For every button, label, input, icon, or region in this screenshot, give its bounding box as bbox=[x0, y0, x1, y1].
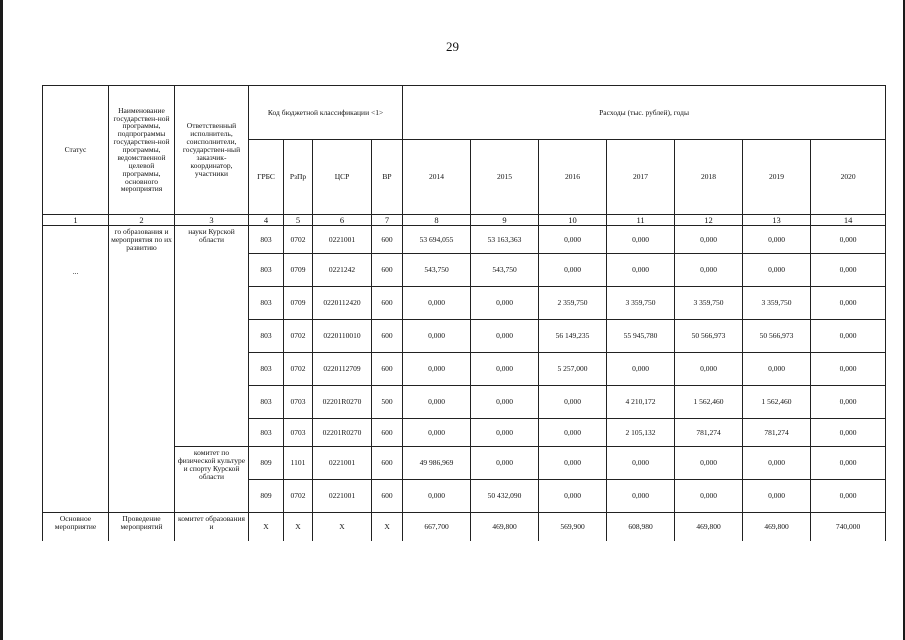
cell-2015: 0,000 bbox=[471, 447, 539, 480]
cell-vr: 600 bbox=[372, 353, 403, 386]
cell-vr: 600 bbox=[372, 287, 403, 320]
header-year-2018: 2018 bbox=[675, 140, 743, 215]
column-number: 8 bbox=[403, 215, 471, 226]
header-csr: ЦСР bbox=[313, 140, 372, 215]
cell-rzpr: X bbox=[284, 513, 313, 541]
cell-2020: 0,000 bbox=[811, 419, 886, 447]
column-number: 13 bbox=[743, 215, 811, 226]
cell-2018: 0,000 bbox=[675, 254, 743, 287]
header-year-2016: 2016 bbox=[539, 140, 607, 215]
header-name: Наименование государствен-ной программы, подпрограммы государствен-ной программы, ведомственной целевой программы, основного мероприятия bbox=[109, 86, 175, 215]
header-year-2019: 2019 bbox=[743, 140, 811, 215]
status-cell bbox=[43, 226, 109, 513]
cell-2020: 0,000 bbox=[811, 447, 886, 480]
column-number: 9 bbox=[471, 215, 539, 226]
cell-2017: 0,000 bbox=[607, 226, 675, 254]
cell-grbs: 803 bbox=[249, 386, 284, 419]
cell-2018: 0,000 bbox=[675, 447, 743, 480]
cell-2019: 781,274 bbox=[743, 419, 811, 447]
cell-2017: 0,000 bbox=[607, 480, 675, 513]
header-year-2015: 2015 bbox=[471, 140, 539, 215]
cell-2019: 3 359,750 bbox=[743, 287, 811, 320]
cell-vr: 600 bbox=[372, 254, 403, 287]
cell-2015: 53 163,363 bbox=[471, 226, 539, 254]
cell-2015: 469,800 bbox=[471, 513, 539, 541]
cell-2017: 0,000 bbox=[607, 353, 675, 386]
cell-csr: 0220112709 bbox=[313, 353, 372, 386]
cell-2015: 0,000 bbox=[471, 320, 539, 353]
cell-grbs: 803 bbox=[249, 287, 284, 320]
cell-2014: 543,750 bbox=[403, 254, 471, 287]
cell-2016: 0,000 bbox=[539, 226, 607, 254]
cell-csr: 0220112420 bbox=[313, 287, 372, 320]
table-row-main-activity bbox=[43, 513, 886, 541]
responsible-cell-a: науки Курской области bbox=[175, 226, 249, 447]
cell-vr: 500 bbox=[372, 386, 403, 419]
cell-2017: 0,000 bbox=[607, 447, 675, 480]
cell-csr: 02201R0270 bbox=[313, 386, 372, 419]
cell-2019: 0,000 bbox=[743, 254, 811, 287]
cell-2019: 0,000 bbox=[743, 353, 811, 386]
header-status: Статус bbox=[43, 86, 109, 215]
cell-2020: 0,000 bbox=[811, 287, 886, 320]
cell-csr: 0221001 bbox=[313, 447, 372, 480]
cell-csr: 0221001 bbox=[313, 480, 372, 513]
cell-2019: 1 562,460 bbox=[743, 386, 811, 419]
cell-rzpr: 0709 bbox=[284, 254, 313, 287]
cell-2014: 49 986,969 bbox=[403, 447, 471, 480]
cell-2015: 50 432,090 bbox=[471, 480, 539, 513]
column-number: 7 bbox=[372, 215, 403, 226]
cell-2017: 3 359,750 bbox=[607, 287, 675, 320]
cell-2015: 0,000 bbox=[471, 419, 539, 447]
cell-2016: 569,900 bbox=[539, 513, 607, 541]
cell-2017: 0,000 bbox=[607, 254, 675, 287]
cell-2019: 469,800 bbox=[743, 513, 811, 541]
column-number: 12 bbox=[675, 215, 743, 226]
cell-vr: 600 bbox=[372, 480, 403, 513]
budget-table bbox=[42, 85, 886, 541]
cell-2020: 740,000 bbox=[811, 513, 886, 541]
cell-2016: 0,000 bbox=[539, 254, 607, 287]
cell-2017: 4 210,172 bbox=[607, 386, 675, 419]
cell-rzpr: 0703 bbox=[284, 419, 313, 447]
cell-2016: 0,000 bbox=[539, 480, 607, 513]
responsible-cell-main: комитет образования и bbox=[175, 513, 249, 541]
cell-2020: 0,000 bbox=[811, 320, 886, 353]
cell-2018: 469,800 bbox=[675, 513, 743, 541]
cell-2014: 0,000 bbox=[403, 287, 471, 320]
cell-rzpr: 0702 bbox=[284, 320, 313, 353]
cell-2016: 0,000 bbox=[539, 419, 607, 447]
cell-2018: 0,000 bbox=[675, 226, 743, 254]
header-year-2020: 2020 bbox=[811, 140, 886, 215]
cell-rzpr: 0702 bbox=[284, 353, 313, 386]
status-mark: ... bbox=[72, 267, 79, 276]
cell-grbs: X bbox=[249, 513, 284, 541]
cell-2018: 0,000 bbox=[675, 353, 743, 386]
cell-2019: 0,000 bbox=[743, 226, 811, 254]
cell-2016: 2 359,750 bbox=[539, 287, 607, 320]
scan-left-edge bbox=[0, 0, 3, 640]
cell-2014: 0,000 bbox=[403, 419, 471, 447]
cell-2020: 0,000 bbox=[811, 226, 886, 254]
cell-vr: 600 bbox=[372, 447, 403, 480]
cell-rzpr: 0709 bbox=[284, 287, 313, 320]
cell-csr: 0220110010 bbox=[313, 320, 372, 353]
header-rzpr: РзПр bbox=[284, 140, 313, 215]
cell-2019: 0,000 bbox=[743, 480, 811, 513]
cell-rzpr: 0702 bbox=[284, 480, 313, 513]
cell-2019: 0,000 bbox=[743, 447, 811, 480]
cell-csr: 0221242 bbox=[313, 254, 372, 287]
cell-rzpr: 1101 bbox=[284, 447, 313, 480]
header-code-group: Код бюджетной классификации <1> bbox=[249, 86, 403, 140]
cell-rzpr: 0702 bbox=[284, 226, 313, 254]
page-number: 29 bbox=[446, 39, 459, 54]
column-number: 11 bbox=[607, 215, 675, 226]
header-vr: ВР bbox=[372, 140, 403, 215]
cell-2020: 0,000 bbox=[811, 480, 886, 513]
cell-2018: 50 566,973 bbox=[675, 320, 743, 353]
status-cell-main: Основное мероприятие bbox=[43, 513, 109, 541]
cell-2016: 0,000 bbox=[539, 386, 607, 419]
column-number: 4 bbox=[249, 215, 284, 226]
cell-2014: 667,700 bbox=[403, 513, 471, 541]
cell-grbs: 803 bbox=[249, 353, 284, 386]
column-number: 2 bbox=[109, 215, 175, 226]
cell-2016: 0,000 bbox=[539, 447, 607, 480]
header-responsible: Ответственный исполнитель, соисполнители, государствен-ный заказчик-координатор, участники bbox=[175, 86, 249, 215]
cell-2017: 608,980 bbox=[607, 513, 675, 541]
cell-grbs: 803 bbox=[249, 254, 284, 287]
header-year-2017: 2017 bbox=[607, 140, 675, 215]
name-cell: го образования и мероприятия по их развитию bbox=[109, 226, 175, 513]
cell-vr: 600 bbox=[372, 320, 403, 353]
responsible-cell-b: комитет по физической культуре и спорту Курской области bbox=[175, 447, 249, 513]
header-expenses-group: Расходы (тыс. рублей), годы bbox=[403, 86, 886, 140]
cell-2019: 50 566,973 bbox=[743, 320, 811, 353]
cell-2020: 0,000 bbox=[811, 353, 886, 386]
section1-rows bbox=[43, 226, 886, 541]
cell-vr: 600 bbox=[372, 419, 403, 447]
column-number: 3 bbox=[175, 215, 249, 226]
cell-2014: 0,000 bbox=[403, 386, 471, 419]
cell-2014: 0,000 bbox=[403, 353, 471, 386]
name-cell-main: Проведение мероприятий bbox=[109, 513, 175, 541]
cell-2014: 0,000 bbox=[403, 480, 471, 513]
cell-grbs: 803 bbox=[249, 226, 284, 254]
header-year-2014: 2014 bbox=[403, 140, 471, 215]
column-number: 6 bbox=[313, 215, 372, 226]
cell-2020: 0,000 bbox=[811, 254, 886, 287]
cell-2016: 56 149,235 bbox=[539, 320, 607, 353]
cell-csr: X bbox=[313, 513, 372, 541]
cell-2015: 0,000 bbox=[471, 287, 539, 320]
cell-2017: 55 945,780 bbox=[607, 320, 675, 353]
cell-grbs: 809 bbox=[249, 480, 284, 513]
header-row-top bbox=[43, 86, 886, 140]
cell-grbs: 809 bbox=[249, 447, 284, 480]
cell-2016: 5 257,000 bbox=[539, 353, 607, 386]
cell-2018: 1 562,460 bbox=[675, 386, 743, 419]
cell-grbs: 803 bbox=[249, 419, 284, 447]
cell-2015: 0,000 bbox=[471, 353, 539, 386]
cell-grbs: 803 bbox=[249, 320, 284, 353]
column-number: 1 bbox=[43, 215, 109, 226]
cell-2015: 0,000 bbox=[471, 386, 539, 419]
table-row bbox=[43, 226, 886, 254]
cell-rzpr: 0703 bbox=[284, 386, 313, 419]
cell-csr: 0221001 bbox=[313, 226, 372, 254]
column-number: 14 bbox=[811, 215, 886, 226]
cell-2018: 3 359,750 bbox=[675, 287, 743, 320]
cell-2014: 0,000 bbox=[403, 320, 471, 353]
cell-2014: 53 694,055 bbox=[403, 226, 471, 254]
cell-2018: 781,274 bbox=[675, 419, 743, 447]
cell-csr: 02201R0270 bbox=[313, 419, 372, 447]
cell-2018: 0,000 bbox=[675, 480, 743, 513]
cell-2015: 543,750 bbox=[471, 254, 539, 287]
column-number: 5 bbox=[284, 215, 313, 226]
column-number: 10 bbox=[539, 215, 607, 226]
cell-2017: 2 105,132 bbox=[607, 419, 675, 447]
cell-vr: X bbox=[372, 513, 403, 541]
cell-2020: 0,000 bbox=[811, 386, 886, 419]
cell-vr: 600 bbox=[372, 226, 403, 254]
header-row-numbers bbox=[43, 215, 886, 226]
header-grbs: ГРБС bbox=[249, 140, 284, 215]
